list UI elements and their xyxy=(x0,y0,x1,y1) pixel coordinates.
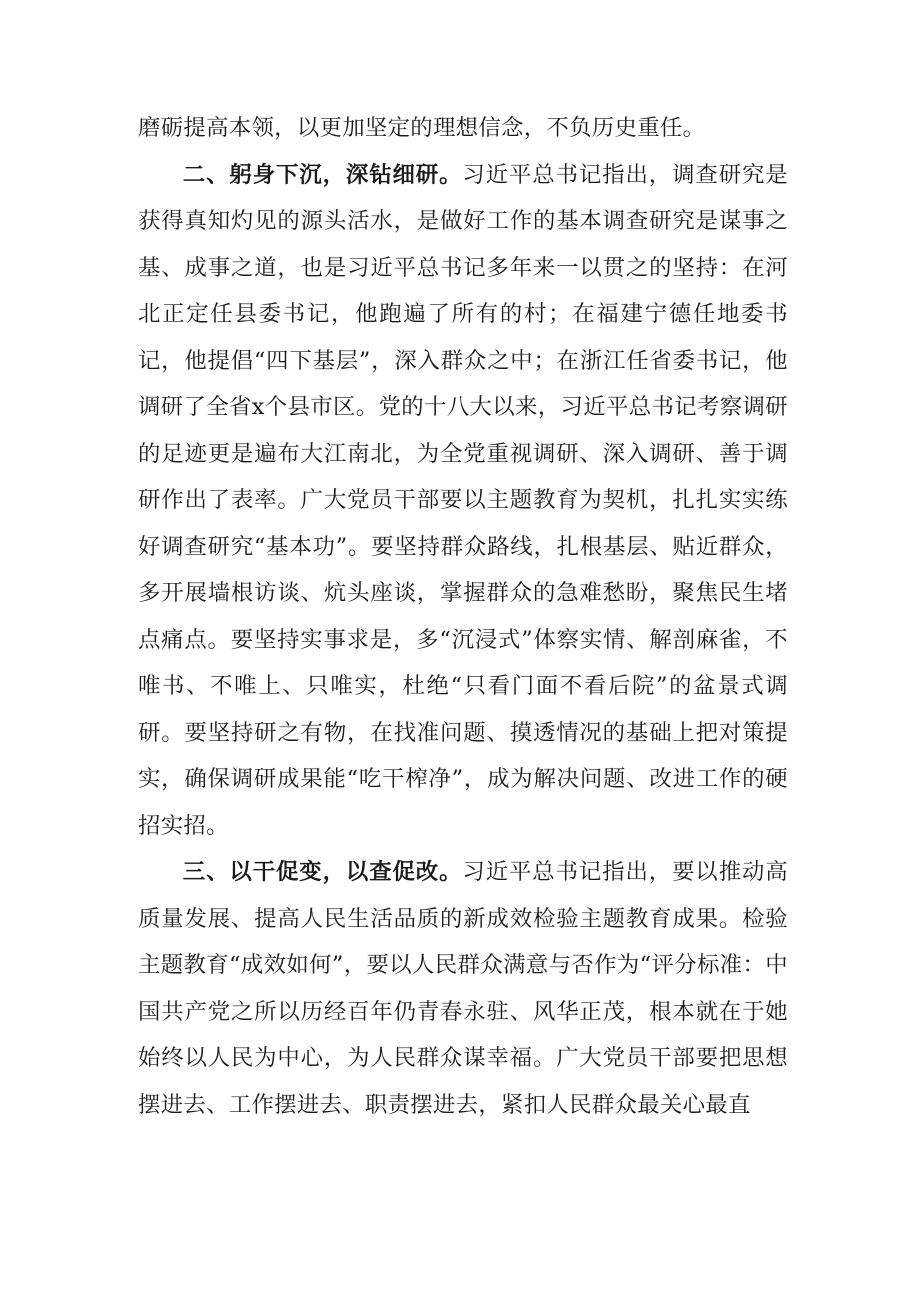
section-two-body-text: 习近平总书记指出，调查研究是获得真知灼见的源头活水，是做好工作的基本调查研究是谋事之基、成事之道，也是习近平总书记多年来一以贯之的坚持：在河北正定任县委书记，他跑遍了所有的村；在福建宁德任地委书记，他提倡“四下基层”，深入群众之中；在浙江任省委书记，他调研了全省x个县市区。党的十八大以来，习近平总书记考察调研的足迹更是遍布大江南北，为全党重视调研、深入调研、善于调研作出了表率。广大党员干部要以主题教育为契机，扎扎实实练好调查研究“基本功”。要坚持群众路线，扎根基层、贴近群众，多开展墙根访谈、炕头座谈，掌握群众的急难愁盼，聚焦民生堵点痛点。要坚持实事求是，多“沉浸式”体察实情、解剖麻雀，不唯书、不唯上、只唯实，杜绝“只看门面不看后院”的盆景式调研。要坚持研之有物，在找准问题、摸透情况的基础上把对策提实，确保调研成果能“吃干榨净”，成为解决问题、改进工作的硬招实招。 xyxy=(138,161,788,839)
paragraph-section-two xyxy=(138,152,788,850)
paragraph-section-three xyxy=(138,849,788,1128)
section-three-heading: 三、以干促变，以查促改。 xyxy=(182,859,463,885)
section-two-heading: 二、躬身下沉，深钻细研。 xyxy=(182,161,463,188)
paragraph-continuation xyxy=(138,105,788,152)
section-three-body-text: 习近平总书记指出，要以推动高质量发展、提高人民生活品质的新成效检验主题教育成果。检验主题教育“成效如何”，要以人民群众满意与否作为“评分标准：中国共产党之所以历经百年仍青春永驻、风华正茂，根本就在于她始终以人民为中心，为人民群众谋幸福。广大党员干部要把思想摆进去、工作摆进去、职责摆进去，紧扣人民群众最关心最直 xyxy=(138,859,788,1118)
document-body xyxy=(138,105,788,1128)
paragraph-body-text: 磨砺提高本领，以更加坚定的理想信念，不负历史重任。 xyxy=(138,115,706,141)
